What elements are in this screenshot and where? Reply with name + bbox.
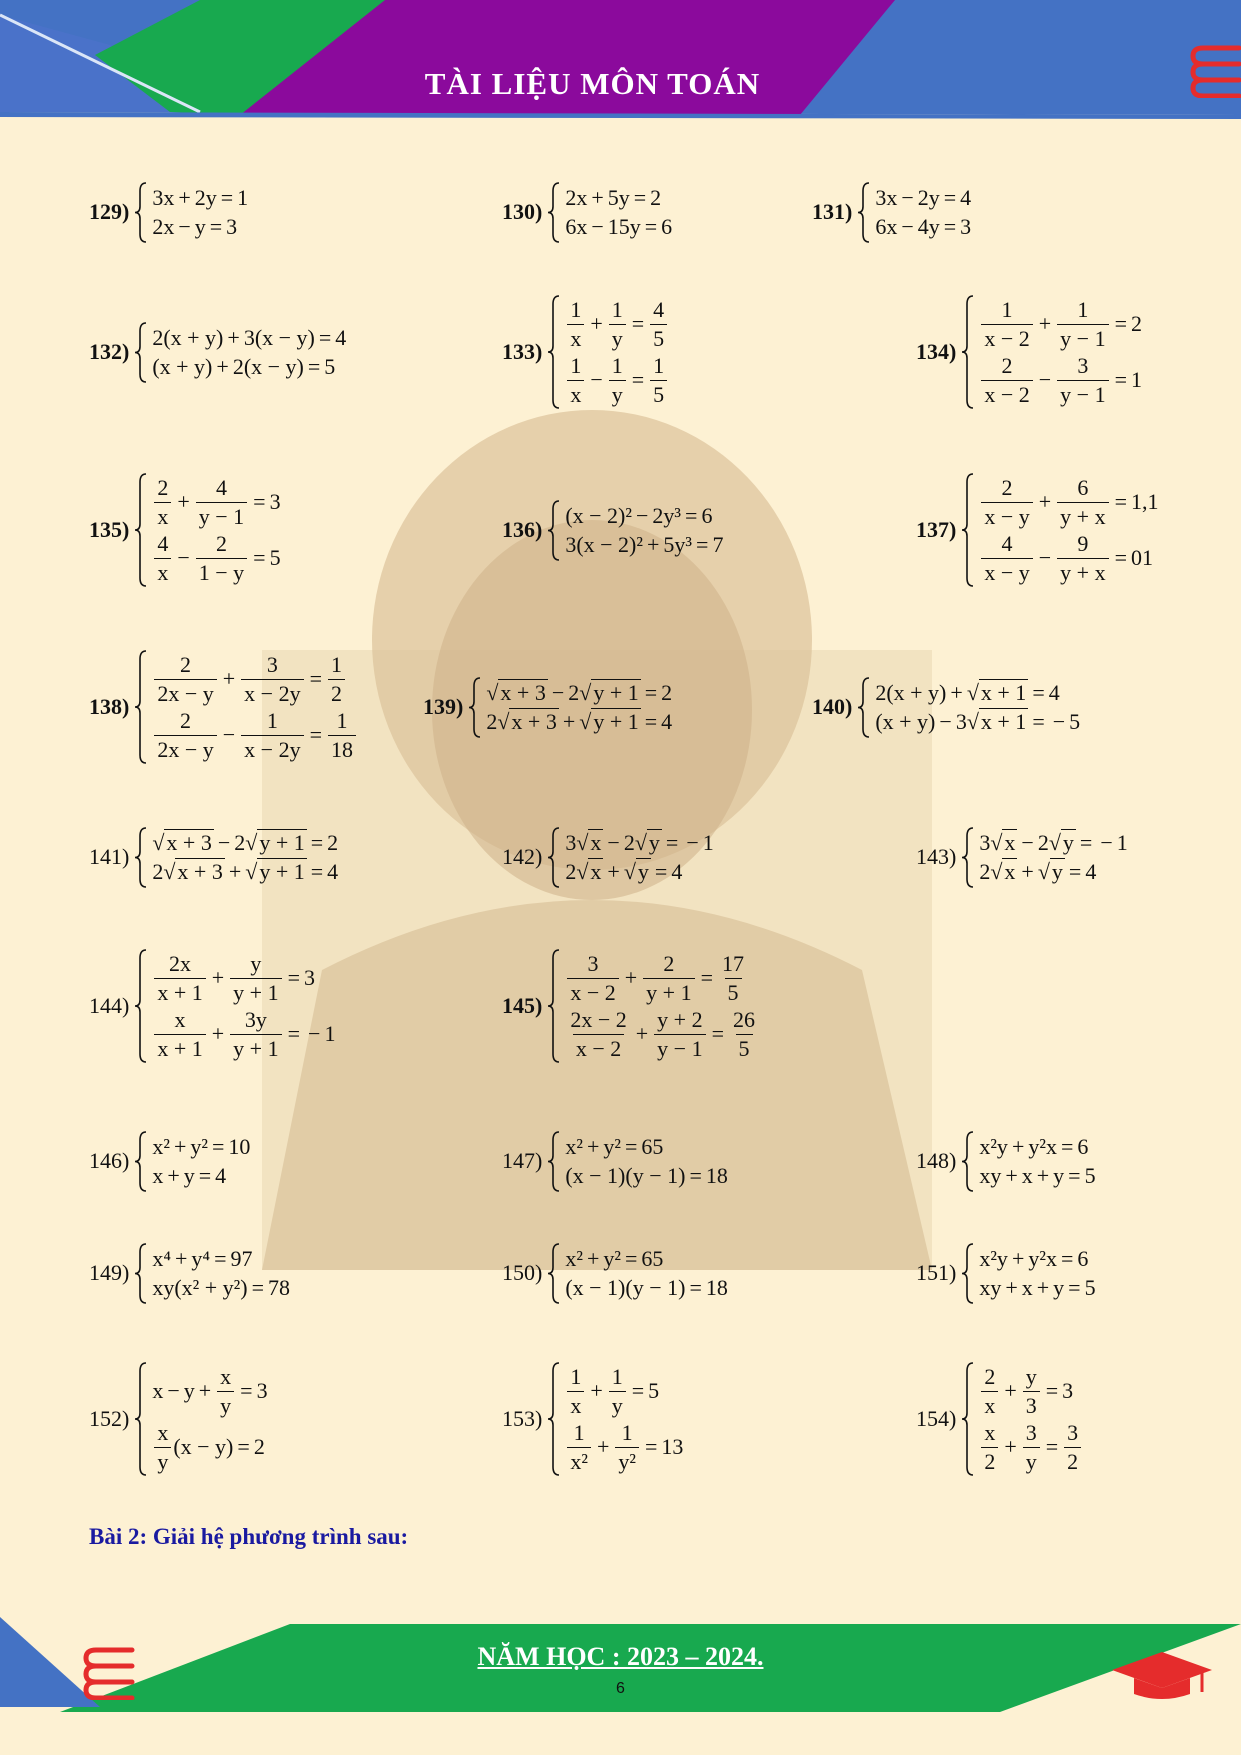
problem-132 [89, 321, 346, 384]
equation-system [547, 948, 760, 1064]
equation-system [547, 1242, 728, 1305]
fraction: $\frac{4}{x}$ [154, 530, 171, 586]
fraction: $\frac{2x - 2}{x - 2}$ [570, 1007, 627, 1061]
left-brace [134, 1242, 148, 1305]
equation-system [547, 499, 723, 562]
problem-133 [502, 294, 669, 410]
fraction: $\frac{1}{18}$ [328, 707, 356, 763]
equation-1: √x + 3 − 2 √y + 1 = 2 [152, 829, 339, 855]
equation-1: √x + 3 − 2 √y + 1 = 2 [486, 679, 673, 705]
equation-1: $\frac{2}{x - y}$ + $\frac{6}{y + x}$ = 1,1 [979, 474, 1158, 530]
problem-label: 142) [502, 844, 543, 870]
equation-2: (x + y) + 2 (x − y) = 5 [152, 354, 336, 380]
page-footer [0, 1612, 1241, 1712]
fraction: $\frac{x}{x + 1}$ [154, 1006, 205, 1062]
problem-label: 134) [916, 339, 957, 364]
left-brace [857, 676, 871, 739]
fraction: $\frac{3}{2}$ [1064, 1419, 1081, 1475]
equation-1: x²y + y²x = 6 [979, 1245, 1089, 1271]
equation-2: 2x − y = 3 [152, 214, 238, 240]
problem-label: 132) [89, 339, 130, 365]
left-brace [547, 1361, 561, 1477]
equation-1: $\frac{3}{x - 2}$ + $\frac{2}{y + 1}$ = $\frac{17}{5}$ [565, 950, 760, 1006]
equation-2: $\frac{4}{x - y}$ − $\frac{9}{y + x}$ = 01 [979, 530, 1158, 586]
fraction: $\frac{1}{x}$ [567, 1363, 584, 1419]
left-brace [547, 181, 561, 244]
fraction: $\frac{1}{y}$ [609, 1363, 626, 1419]
problem-label: 137) [916, 517, 957, 542]
fraction: $\frac{3}{x - 2}$ [567, 950, 618, 1006]
problem-129 [89, 181, 248, 244]
equation-2: $\frac{x}{y}$ (x − y) = 2 [152, 1419, 267, 1475]
equation-1: 3 √x − 2 √y = − 1 [565, 829, 714, 855]
fraction: $\frac{9}{y + x}$ [1057, 530, 1108, 586]
left-brace [134, 321, 148, 384]
equation-system [134, 1130, 250, 1193]
problem-label: 154) [916, 1406, 957, 1431]
equation-2: $\frac{2}{2x - y}$ − $\frac{1}{x - 2y}$ = $\frac{1}{18}$ [152, 707, 358, 763]
equation-system [857, 676, 1080, 739]
equation-system [134, 472, 280, 588]
equation-system [134, 1361, 267, 1477]
equation-1: $\frac{1}{x}$ + $\frac{1}{y}$ = $\frac{4}{5}$ [565, 296, 669, 352]
left-brace [961, 1130, 975, 1193]
equation-system [961, 294, 1142, 410]
equation-1: $\frac{2x}{x + 1}$ + $\frac{y}{y + 1}$ = 3 [152, 950, 335, 1006]
fraction: $\frac{1}{5}$ [650, 352, 667, 408]
equation-1: x⁴ + y⁴ = 97 [152, 1245, 253, 1271]
fraction: $\frac{17}{5}$ [722, 951, 745, 1005]
problem-135 [89, 472, 281, 588]
problem-130 [502, 181, 672, 244]
fraction: $\frac{2}{x - y}$ [981, 474, 1032, 530]
equation-system [961, 1130, 1095, 1193]
equation-2: $\frac{2}{x - 2}$ − $\frac{3}{y - 1}$ = 1 [979, 352, 1142, 408]
equation-2: (x + y) − 3 √x + 1 = − 5 [875, 709, 1081, 735]
equation-2: 6x − 15y = 6 [565, 214, 673, 240]
equation-system [547, 181, 672, 244]
problem-label: 135) [89, 517, 130, 542]
problem-136 [502, 499, 723, 562]
problem-label: 129) [89, 199, 130, 225]
equation-2: xy (x² + y²) = 78 [152, 1275, 291, 1301]
problem-label: 130) [502, 199, 543, 225]
equation-2: $\frac{4}{x}$ − $\frac{2}{1 - y}$ = 5 [152, 530, 280, 586]
fraction: $\frac{2x}{x + 1}$ [154, 950, 205, 1006]
left-brace [134, 1130, 148, 1193]
header-banner [0, 0, 1241, 120]
problem-151 [916, 1242, 1096, 1305]
problem-154 [916, 1361, 1083, 1477]
problem-label: 138) [89, 694, 130, 719]
fraction: $\frac{1}{x - 2y}$ [241, 707, 303, 763]
fraction: $\frac{2}{1 - y}$ [196, 530, 247, 586]
left-brace [547, 948, 561, 1064]
problem-label: 133) [502, 339, 543, 364]
fraction: $\frac{3}{y}$ [1023, 1419, 1040, 1475]
section-heading: Bài 2: Giải hệ phương trình sau: [89, 1524, 409, 1549]
equation-2: $\frac{1}{\text{x²}}$ + $\frac{1}{\text{y²}}$ = 13 [565, 1419, 683, 1475]
left-brace [961, 294, 975, 410]
equation-1: x² + y² = 65 [565, 1245, 664, 1271]
left-brace [134, 1361, 148, 1477]
equation-system [547, 1130, 728, 1193]
left-brace [134, 649, 148, 765]
left-brace [961, 472, 975, 588]
equation-2: xy + x + y = 5 [979, 1275, 1096, 1301]
equation-system [547, 826, 713, 889]
equation-2: 3 (x − 2) ² + 5y³ = 7 [565, 532, 724, 558]
fraction: $\frac{1}{y}$ [609, 296, 626, 352]
problem-142 [502, 826, 714, 889]
left-brace [134, 181, 148, 244]
problem-label: 149) [89, 1260, 130, 1286]
page-header [0, 0, 1241, 120]
equation-2: 2 √x + 3 + √y + 1 = 4 [152, 859, 339, 885]
equation-1: 3x + 2y = 1 [152, 184, 249, 210]
problem-label: 139) [423, 694, 464, 720]
left-brace [547, 1130, 561, 1193]
fraction: $\frac{2}{x}$ [154, 474, 171, 530]
left-brace [961, 1361, 975, 1477]
problem-label: 136) [502, 517, 543, 543]
fraction: $\frac{x}{y}$ [217, 1363, 234, 1419]
fraction: $\frac{4}{5}$ [650, 296, 667, 352]
problem-label: 148) [916, 1148, 957, 1174]
equation-system [134, 826, 338, 889]
equation-1: $\frac{1}{x}$ + $\frac{1}{y}$ = 5 [565, 1363, 683, 1419]
left-brace [961, 1242, 975, 1305]
equation-1: 2 (x + y) + √x + 1 = 4 [875, 679, 1060, 705]
problem-label: 141) [89, 844, 130, 870]
problem-146 [89, 1130, 250, 1193]
problem-148 [916, 1130, 1096, 1193]
fraction: $\frac{y}{3}$ [1023, 1363, 1040, 1419]
left-brace [547, 826, 561, 889]
problem-label: 153) [502, 1406, 543, 1431]
left-brace [857, 181, 871, 244]
equation-1: 2 (x + y) + 3 (x − y) = 4 [152, 324, 347, 350]
equation-1: x² + y² = 10 [152, 1133, 251, 1159]
problem-144 [89, 948, 335, 1064]
equation-2: (x − 1) (y − 1) = 18 [565, 1275, 728, 1301]
header-title: TÀI LIỆU MÔN TOÁN [424, 66, 761, 101]
problem-152 [89, 1361, 268, 1477]
equation-1: $\frac{2}{x}$ + $\frac{y}{3}$ = 3 [979, 1363, 1083, 1419]
fraction: $\frac{6}{y + x}$ [1057, 474, 1108, 530]
left-brace [547, 499, 561, 562]
fraction: $\frac{1}{\text{x²}}$ [567, 1419, 591, 1475]
fraction: $\frac{y}{y + 1}$ [230, 950, 281, 1006]
equation-system [134, 948, 335, 1064]
equation-system [134, 1242, 290, 1305]
equation-2: 6x − 4y = 3 [875, 214, 972, 240]
fraction: $\frac{4}{x - y}$ [981, 530, 1032, 586]
problem-137 [916, 472, 1159, 588]
equation-system [857, 181, 971, 244]
equation-2: $\frac{x}{x + 1}$ + $\frac{3y}{y + 1}$ = − 1 [152, 1006, 335, 1062]
left-brace [134, 472, 148, 588]
fraction: $\frac{2}{x}$ [981, 1363, 998, 1419]
fraction: $\frac{2}{y + 1}$ [643, 950, 694, 1006]
equation-2: x + y = 4 [152, 1163, 227, 1189]
problem-140 [812, 676, 1080, 739]
problem-label: 144) [89, 993, 130, 1018]
problem-label: 140) [812, 694, 853, 720]
left-brace [547, 1242, 561, 1305]
fraction: $\frac{1}{x}$ [567, 352, 584, 408]
fraction: $\frac{x}{2}$ [981, 1419, 998, 1475]
problem-label: 147) [502, 1148, 543, 1174]
fraction: $\frac{1}{y - 1}$ [1057, 296, 1108, 352]
equation-1: x² + y² = 65 [565, 1133, 664, 1159]
equation-1: $\frac{1}{x - 2}$ + $\frac{1}{y - 1}$ = 2 [979, 296, 1142, 352]
left-brace [468, 676, 482, 739]
problem-131 [812, 181, 971, 244]
equation-1: 2x + 5y = 2 [565, 184, 662, 210]
fraction: $\frac{1}{\text{y²}}$ [615, 1419, 639, 1475]
problem-143 [916, 826, 1128, 889]
problem-153 [502, 1361, 683, 1477]
equation-2: 2 √x + √y = 4 [979, 859, 1097, 885]
fraction: $\frac{x}{y}$ [154, 1419, 171, 1475]
fraction: $\frac{1}{y}$ [609, 352, 626, 408]
equation-system [961, 826, 1127, 889]
equation-1: x − y + $\frac{x}{y}$ = 3 [152, 1364, 268, 1418]
fraction: $\frac{2}{2x - y}$ [154, 651, 216, 707]
problem-141 [89, 826, 338, 889]
fraction: $\frac{y + 2}{y - 1}$ [654, 1006, 705, 1062]
equation-system [547, 294, 669, 410]
problem-label: 131) [812, 199, 853, 225]
problem-label: 143) [916, 844, 957, 870]
equation-system [547, 1361, 683, 1477]
problem-145 [502, 948, 760, 1064]
problem-139 [423, 676, 672, 739]
equation-system [961, 1361, 1083, 1477]
fraction: $\frac{1}{2}$ [328, 651, 345, 707]
problem-149 [89, 1242, 290, 1305]
problem-134 [916, 294, 1142, 410]
fraction: $\frac{26}{5}$ [733, 1007, 756, 1061]
equation-1: x²y + y²x = 6 [979, 1133, 1089, 1159]
left-brace [134, 826, 148, 889]
equation-system [961, 1242, 1095, 1305]
equation-system [961, 472, 1158, 588]
problem-label: 150) [502, 1260, 543, 1286]
fraction: $\frac{3}{x - 2y}$ [241, 651, 303, 707]
problem-label: 146) [89, 1148, 130, 1174]
equation-1: 3 √x − 2 √y = − 1 [979, 829, 1128, 855]
fraction: $\frac{3}{y - 1}$ [1057, 352, 1108, 408]
equation-1: 3x − 2y = 4 [875, 184, 972, 210]
fraction: $\frac{2}{x - 2}$ [981, 352, 1032, 408]
problem-138 [89, 649, 358, 765]
equation-system [468, 676, 672, 739]
problem-label: 152) [89, 1406, 130, 1431]
equation-2: 2 √x + 3 + √y + 1 = 4 [486, 709, 673, 735]
equation-2: $\frac{x}{2}$ + $\frac{3}{y}$ = $\frac{3}{2}$ [979, 1419, 1083, 1475]
equation-system [134, 181, 248, 244]
fraction: $\frac{1}{x}$ [567, 296, 584, 352]
equation-system [134, 321, 346, 384]
equation-1: (x − 2) ² − 2y³ = 6 [565, 502, 713, 528]
equation-system [134, 649, 358, 765]
footer-title: NĂM HỌC : 2023 – 2024. [477, 1642, 764, 1671]
equation-2: (x − 1) (y − 1) = 18 [565, 1163, 728, 1189]
equation-2: xy + x + y = 5 [979, 1163, 1096, 1189]
fraction: $\frac{3y}{y + 1}$ [230, 1006, 281, 1062]
problem-label: 151) [916, 1260, 957, 1286]
books-icon [1185, 38, 1241, 98]
equation-2: $\frac{1}{x}$ − $\frac{1}{y}$ = $\frac{1}{5}$ [565, 352, 669, 408]
problem-label: 145) [502, 993, 543, 1018]
equation-2: 2 √x + √y = 4 [565, 859, 683, 885]
left-brace [961, 826, 975, 889]
left-brace [134, 948, 148, 1064]
page-number: 6 [616, 1680, 625, 1697]
equation-1: $\frac{2}{2x - y}$ + $\frac{3}{x - 2y}$ = $\frac{1}{2}$ [152, 651, 358, 707]
left-brace [547, 294, 561, 410]
fraction: $\frac{1}{x - 2}$ [981, 296, 1032, 352]
fraction: $\frac{4}{y - 1}$ [196, 474, 247, 530]
problem-147 [502, 1130, 728, 1193]
equation-1: $\frac{2}{x}$ + $\frac{4}{y - 1}$ = 3 [152, 474, 280, 530]
problem-150 [502, 1242, 728, 1305]
fraction: $\frac{2}{2x - y}$ [154, 707, 216, 763]
equation-2: $\frac{2x - 2}{x - 2}$ + $\frac{y + 2}{y - 1}$ = $\frac{26}{5}$ [565, 1006, 760, 1062]
